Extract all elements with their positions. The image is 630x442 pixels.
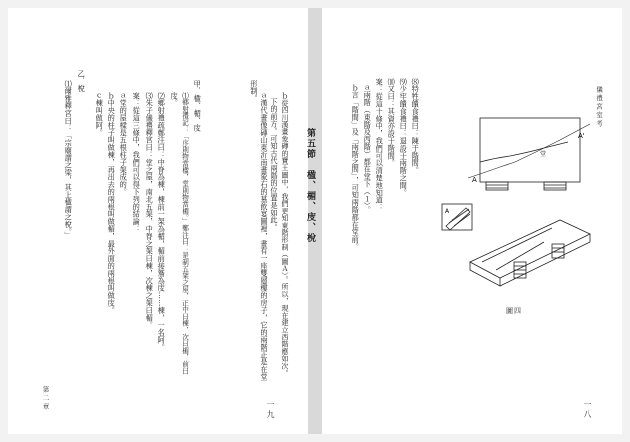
text-column: ⑶朱子儀禮釋宮曰：堂之屋，南北五架，中脊之架曰棟，次棟之架曰楣。 <box>145 92 155 329</box>
platform-isometric-drawing <box>470 220 590 286</box>
running-head: 儀禮宮室考 <box>595 86 603 129</box>
text-column: ａ兩階（東階及西階）都在堂下（１）。 <box>363 84 373 214</box>
text-column: ａ堂的屋樑是五根柱子架成的。 <box>119 92 129 196</box>
label-a: A <box>472 176 477 184</box>
text-column: ｂ從四川漢畫象磚的寶王圖中，我們更知東階形制（圖Ａ）。所以，現在建立西階應如次。 <box>281 92 289 377</box>
text-column: 案：從這三條中，我們可以得下列的結論： <box>132 92 142 233</box>
text-column: 庋。 <box>170 92 180 107</box>
text-column: ⑵鄉射禮疏鄭注曰：中脊為棟，棟前一架為楣，楣前接簷為庋……棟，一名阿。 <box>157 92 167 351</box>
text-column: 案：從這十條中，我們可以清楚地知道： <box>375 78 385 212</box>
right-page <box>322 8 622 434</box>
text-column: ⑻特牲饋食禮曰：陳于階間。 <box>411 78 421 175</box>
figure-4-diagram <box>440 112 600 302</box>
text-column: 形制。 <box>250 80 259 103</box>
label-a-prime: A' <box>578 132 585 140</box>
text-column: ⑴鄉射禮記：「序則物當楹，堂則物當楣。」鄭注曰：是制五架之屋，正中曰楝，次曰楣，前曰 <box>180 92 189 375</box>
text-column: 下的前方。可知古代兩階的位置是如此。 <box>270 98 279 232</box>
text-column: ｂ中央的柱子叫做棟，再出去的兩根叫做楣，最外面的兩根叫做庋。 <box>107 92 117 314</box>
text-column: ⑼少牢饋食禮曰：退設于兩階之間。 <box>399 78 409 197</box>
text-column: ⑽又曰：其資亦設于階間。 <box>387 78 397 167</box>
page-number: 一九 <box>266 400 275 420</box>
text-column: ⑴爾雅釋宮曰：「宗廟謂之梁，其上楹謂之梲。」 <box>64 80 74 240</box>
left-page <box>8 8 315 434</box>
footer-chapter: 第二章 <box>41 386 50 412</box>
hall-elevation-drawing <box>468 118 590 190</box>
text-column: ｂ言「階間」及「兩階之間」，可知兩階都在堂前。 <box>351 84 361 251</box>
section-title: 第五節 楹、楣、庋、梲 <box>305 128 315 244</box>
label-hall: 堂 <box>540 151 547 158</box>
text-column: ａ漢代畫像磚山東沂南畫象石的墓飲宴圖裡，畫有一座雙層樓的房子，它的兩階正是在堂 <box>260 92 269 381</box>
figure-caption: 圖四 <box>506 307 522 315</box>
text-column: 乙．梲 <box>77 70 87 93</box>
text-column: ｃ棟叫做阿。 <box>95 92 105 137</box>
page-number: 一八 <box>583 400 592 420</box>
label-inset-a: A <box>445 208 450 215</box>
text-column: 甲．楹、楣、庋 <box>193 80 203 132</box>
